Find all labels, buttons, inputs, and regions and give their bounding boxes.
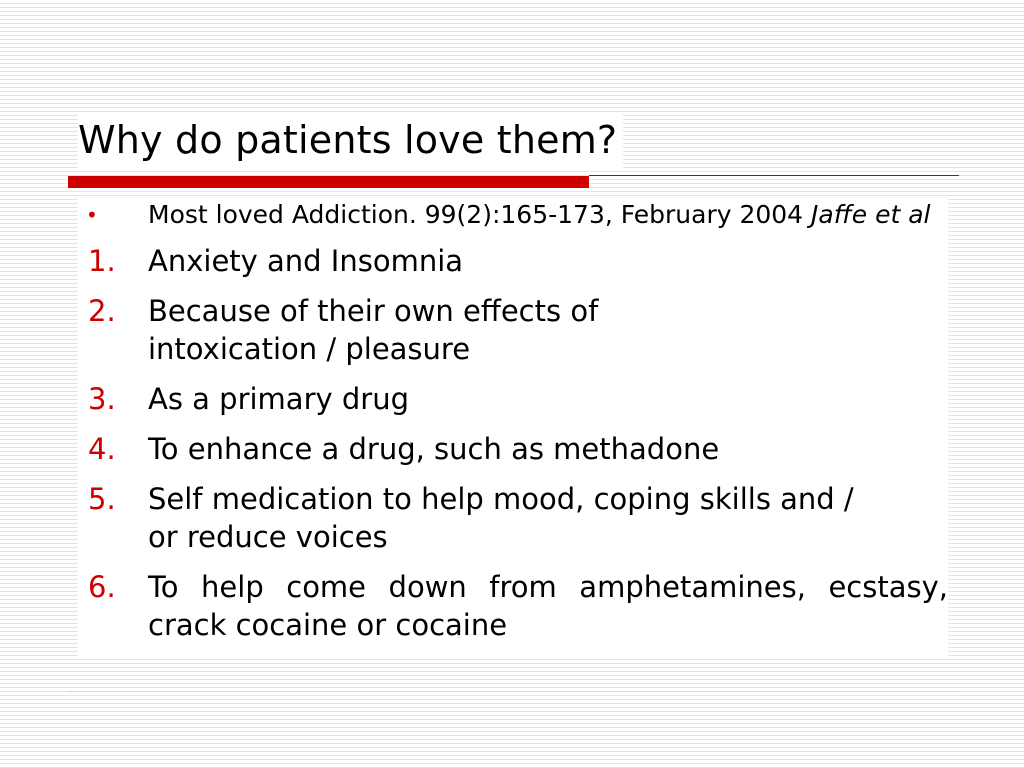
reference-text: [148, 196, 948, 234]
list-number: 1.: [88, 244, 116, 278]
reference-citation: Most loved Addiction. 99(2):165-173, February 2004: [148, 200, 804, 229]
list-number: 4.: [88, 432, 116, 466]
list-number: 5.: [88, 482, 116, 516]
list-item: [78, 480, 948, 556]
list-item: [78, 242, 948, 280]
list-number: 2.: [88, 294, 116, 328]
slide-title: Why do patients love them?: [78, 112, 623, 168]
list-item-text: Because of their own effects of intoxication / pleasure: [148, 294, 599, 366]
list-number: 6.: [88, 570, 116, 604]
list-item: [78, 292, 948, 368]
slide-body: [78, 196, 948, 656]
list-item-text: Anxiety and Insomnia: [148, 244, 464, 278]
list-item: [78, 430, 948, 468]
title-underline-thick: [68, 176, 589, 188]
bullet-marker: •: [86, 203, 98, 227]
reference-author: Jaffe et al: [811, 200, 931, 229]
list-item-text: Self medication to help mood, coping skills and / or reduce voices: [148, 482, 854, 554]
list-item-text: As a primary drug: [148, 382, 409, 416]
list-item-text: To enhance a drug, such as methadone: [148, 432, 720, 466]
list-item: [78, 568, 948, 644]
title-underline-thin: [589, 175, 959, 176]
footer-divider: [68, 691, 957, 692]
list-item-text: To help come down from amphetamines, ecstasy, crack cocaine or cocaine: [148, 570, 948, 642]
list-number: 3.: [88, 382, 116, 416]
reference-bullet: [78, 196, 948, 234]
list-item: [78, 380, 948, 418]
